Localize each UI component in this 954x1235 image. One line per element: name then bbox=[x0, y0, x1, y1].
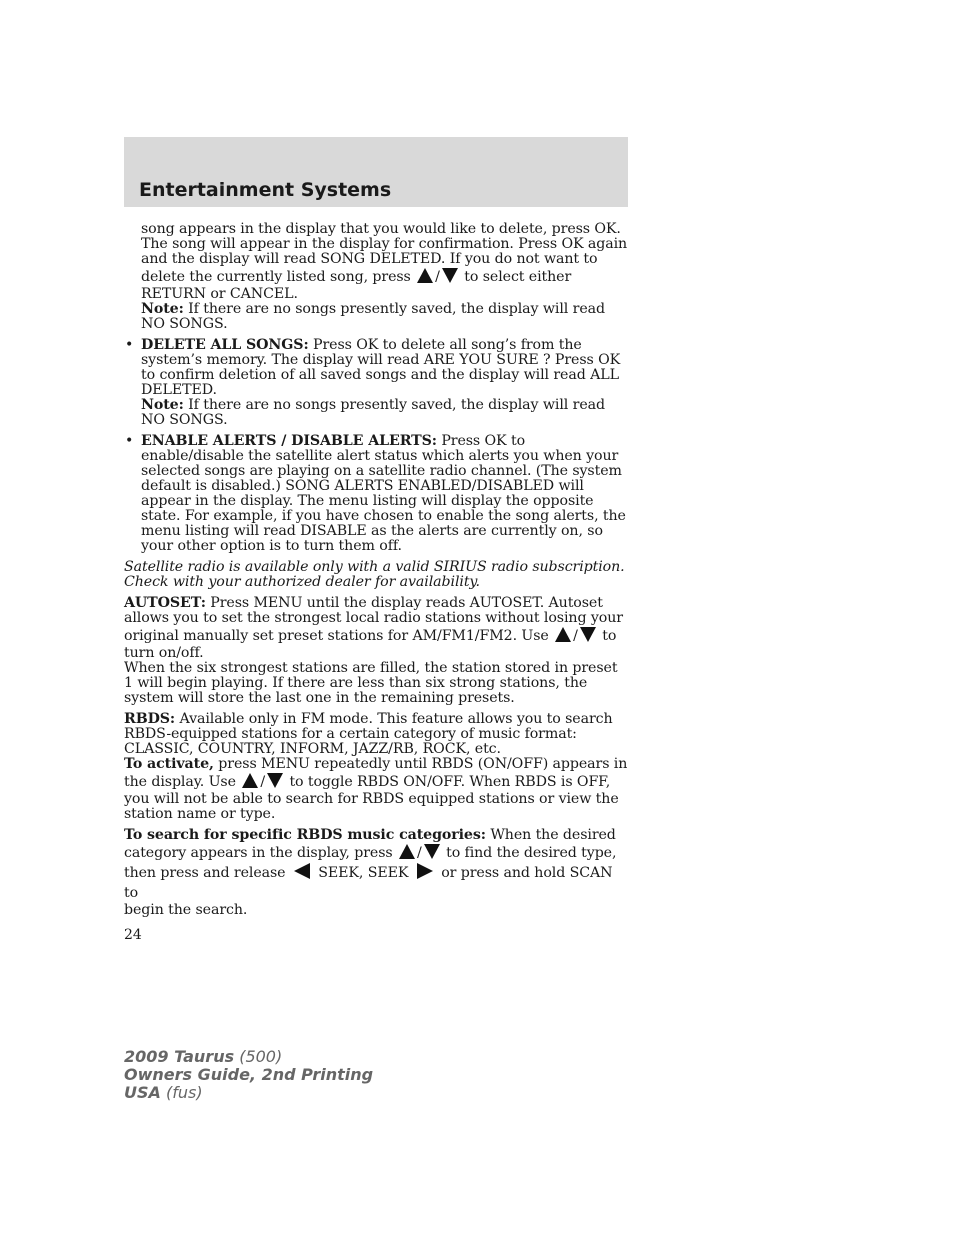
text-line: allows you to set the strongest local radio stations without losing your bbox=[124, 610, 623, 626]
item-label: ENABLE ALERTS / DISABLE ALERTS: bbox=[141, 433, 437, 449]
footer-line: Owners Guide, 2nd Printing bbox=[124, 1065, 374, 1084]
list-item-delete-all-songs bbox=[124, 338, 630, 428]
seek-right-arrow-icon bbox=[417, 863, 433, 879]
down-arrow-icon bbox=[267, 773, 283, 788]
down-arrow-icon bbox=[442, 268, 458, 283]
seek-left-arrow-icon bbox=[294, 863, 310, 879]
text-line: original manually set preset stations for AM/FM1/FM2. Use / to bbox=[124, 628, 617, 644]
note bbox=[141, 302, 630, 332]
list-item-enable-alerts bbox=[124, 434, 630, 554]
autoset-detail: When the six strongest stations are filled, the station stored in preset 1 will begin playing. If there are less than six strong stations, the system will store the last one in the remaining presets. bbox=[124, 660, 618, 706]
text-line: AUTOSET: Press MENU until the display reads AUTOSET. Autoset bbox=[124, 595, 603, 611]
up-arrow-icon bbox=[242, 773, 258, 788]
text-line: then press and release SEEK, SEEK or press and hold SCAN to bbox=[124, 865, 613, 901]
note bbox=[141, 398, 630, 428]
rbds-paragraph bbox=[124, 712, 630, 822]
text-line: turn on/off. bbox=[124, 645, 204, 661]
text-line: the display. Use / to toggle RBDS ON/OFF. When RBDS is OFF, bbox=[124, 774, 611, 790]
note-label: Note: bbox=[141, 301, 184, 317]
section-header-band bbox=[124, 137, 628, 207]
text-line: The song will appear in the display for confirmation. Press OK again bbox=[141, 236, 628, 252]
page-number: 24 bbox=[124, 927, 142, 943]
down-arrow-icon bbox=[580, 627, 596, 642]
satellite-availability-note: Satellite radio is available only with a valid SIRIUS radio subscription. Check with your authorized dealer for availability. bbox=[124, 559, 625, 590]
note-text: If there are no songs presently saved, the display will read NO SONGS. bbox=[141, 301, 605, 332]
text-line: delete the currently listed song, press / to select either bbox=[141, 269, 572, 285]
text-line: you will not be able to search for RBDS equipped stations or view the station name or type. bbox=[124, 791, 619, 822]
text-line: RETURN or CANCEL. bbox=[141, 286, 298, 302]
continuation-paragraph bbox=[141, 222, 630, 332]
footer-edition-info bbox=[124, 1048, 373, 1102]
rbds-label: RBDS: bbox=[124, 711, 176, 727]
up-arrow-icon bbox=[399, 844, 415, 859]
text-line: To search for specific RBDS music categories: When the desired bbox=[124, 827, 616, 843]
text-line: To activate, press MENU repeatedly until RBDS (ON/OFF) appears in bbox=[124, 756, 628, 772]
page-content bbox=[124, 222, 630, 924]
footer-line: 2009 Taurus (500) bbox=[124, 1047, 283, 1066]
autoset-label: AUTOSET: bbox=[124, 595, 206, 611]
up-arrow-icon bbox=[555, 627, 571, 642]
section-title: Entertainment Systems bbox=[139, 179, 392, 201]
up-arrow-icon bbox=[417, 268, 433, 283]
text-line: and the display will read SONG DELETED. If you do not want to bbox=[141, 251, 598, 267]
autoset-paragraph bbox=[124, 596, 630, 706]
down-arrow-icon bbox=[424, 844, 440, 859]
note-label: Note: bbox=[141, 397, 184, 413]
item-label: DELETE ALL SONGS: bbox=[141, 337, 309, 353]
rbds-search-paragraph bbox=[124, 828, 630, 918]
text-line: category appears in the display, press / to find the desired type, bbox=[124, 845, 617, 861]
item-text: Press OK to enable/disable the satellite alert status which alerts you when your selected songs are playing on a satellite radio channel. (The system default is disabled.) SONG ALERTS ENABLED/DISABLED will appear in the display. The menu listing will display the opposite state. For example, if you have chosen to enable the song alerts, the menu listing will read DISABLE as the alerts are currently on, so your other option is to turn them off. bbox=[141, 433, 626, 554]
text-line: begin the search. bbox=[124, 902, 248, 918]
footer-line: USA (fus) bbox=[124, 1083, 203, 1102]
bullet-icon: • bbox=[125, 337, 134, 353]
search-label: To search for specific RBDS music categories: bbox=[124, 827, 486, 843]
text-line: RBDS: Available only in FM mode. This feature allows you to search RBDS-equipped stations for a certain category of music format: CLASSIC, COUNTRY, INFORM, JAZZ/RB, ROCK, etc. bbox=[124, 711, 613, 757]
item-text: Press OK to delete all song’s from the system’s memory. The display will read ARE YOU SURE ? Press OK to confirm deletion of all saved songs and the display will read ALL DELETED. bbox=[141, 337, 621, 398]
activate-label: To activate, bbox=[124, 756, 214, 772]
note-text: If there are no songs presently saved, the display will read NO SONGS. bbox=[141, 397, 605, 428]
bullet-icon: • bbox=[125, 433, 134, 449]
text-line: song appears in the display that you would like to delete, press OK. bbox=[141, 221, 621, 237]
